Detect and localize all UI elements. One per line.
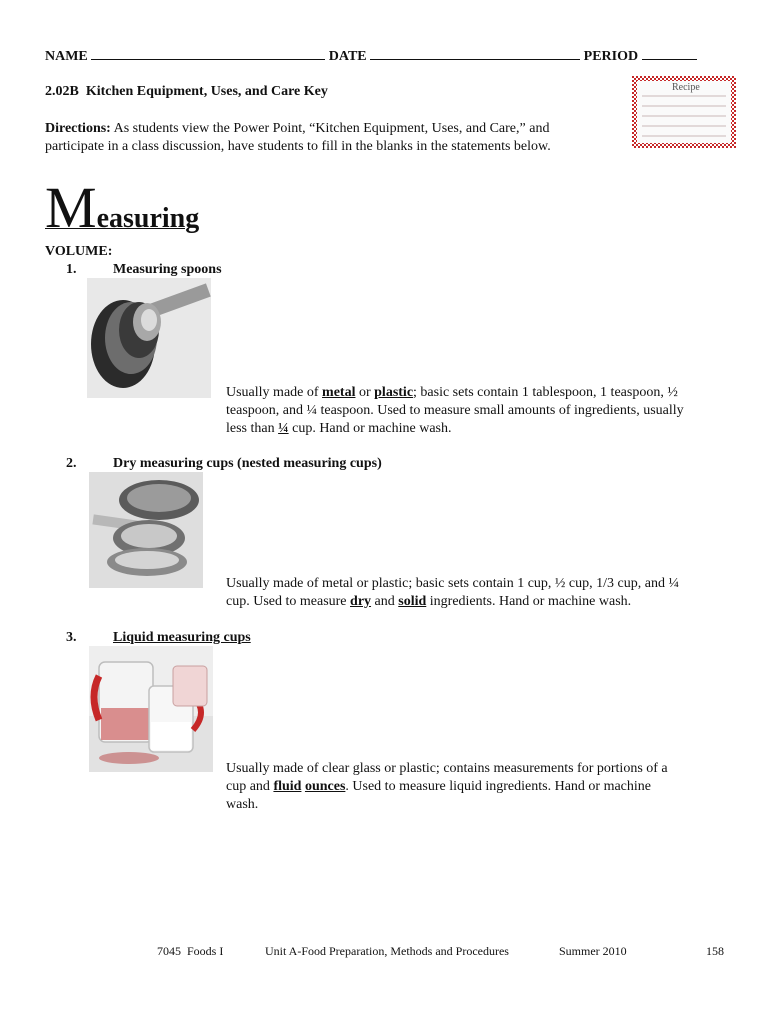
- recipe-card-label: Recipe: [672, 82, 700, 93]
- liquid-measuring-cups-photo: [89, 646, 213, 772]
- item-1-desc-text: or: [355, 385, 375, 400]
- directions-text-1: As students view the Power Point, “Kitchen Equipment, Uses, and Care,” and: [113, 121, 550, 136]
- directions-label: Directions:: [45, 121, 111, 136]
- document-title: 2.02B Kitchen Equipment, Uses, and Care Key: [45, 84, 328, 99]
- recipe-card-graphic: [632, 76, 736, 148]
- item-1-title: Measuring spoons: [113, 262, 222, 277]
- item-1-desc-text: teaspoon, and ¼ teaspoon. Used to measure small amounts of ingredients, usually: [226, 403, 684, 418]
- footer-course-code: 7045 Foods I: [157, 944, 224, 958]
- item-1-desc-text: Usually made of: [226, 385, 323, 400]
- directions: [45, 120, 615, 156]
- header-line: [45, 47, 697, 65]
- item-3-desc-text: . Used to measure liquid ingredients. Hand or machine: [345, 779, 651, 794]
- page-number: 158: [706, 944, 724, 958]
- volume-subheading: VOLUME:: [45, 244, 113, 259]
- item-3-desc-text: Usually made of clear glass or plastic; contains measurements for portions of a: [226, 761, 668, 776]
- footer-unit: Unit A-Food Preparation, Methods and Procedures: [265, 944, 509, 958]
- answer-dry: dry: [350, 594, 372, 609]
- answer-quarter: ¼: [278, 421, 289, 436]
- answer-metal: metal: [322, 385, 356, 400]
- item-2-desc-text: and: [371, 594, 399, 609]
- answer-ounces: ounces: [304, 779, 346, 794]
- answer-fluid: fluid: [273, 779, 302, 794]
- item-1-description: [226, 384, 731, 438]
- item-3-number: 3.: [66, 630, 77, 645]
- item-2-desc-text: Usually made of metal or plastic; basic sets contain 1 cup, ½ cup, 1/3 cup, and ¼: [226, 576, 679, 591]
- item-3-desc-text: cup and: [226, 779, 274, 794]
- measuring-spoons-photo: [87, 278, 211, 398]
- section-title-rest: easuring: [96, 203, 200, 234]
- period-label: PERIOD: [583, 49, 639, 64]
- directions-text-2: participate in a class discussion, have students to fill in the blanks in the statements below.: [45, 139, 551, 154]
- item-1-desc-text: cup. Hand or machine wash.: [288, 421, 452, 436]
- name-label: NAME: [45, 49, 88, 64]
- dry-measuring-cups-photo: [89, 472, 203, 588]
- item-2-desc-text: ingredients. Hand or machine wash.: [426, 594, 632, 609]
- period-blank[interactable]: [642, 47, 697, 60]
- date-blank[interactable]: [370, 47, 580, 60]
- answer-plastic: plastic: [374, 385, 414, 400]
- section-title-initial: M: [45, 175, 97, 240]
- section-title: [45, 175, 200, 254]
- item-1-number: 1.: [66, 262, 77, 277]
- item-2-desc-text: cup. Used to measure: [226, 594, 351, 609]
- item-2-title: Dry measuring cups (nested measuring cups): [113, 456, 382, 471]
- item-2-number: 2.: [66, 456, 77, 471]
- item-3-desc-text: wash.: [226, 797, 259, 812]
- item-1-desc-text: less than: [226, 421, 279, 436]
- item-1-desc-text: ; basic sets contain 1 tablespoon, 1 teaspoon, ½: [413, 385, 678, 400]
- date-label: DATE: [328, 49, 367, 64]
- recipe-card-image: [632, 76, 736, 148]
- item-2-description: [226, 575, 731, 611]
- name-blank[interactable]: [91, 47, 325, 60]
- footer-term: Summer 2010: [559, 944, 627, 958]
- answer-solid: solid: [398, 594, 427, 609]
- item-3-description: [226, 760, 731, 814]
- item-3-title: Liquid measuring cups: [113, 630, 251, 645]
